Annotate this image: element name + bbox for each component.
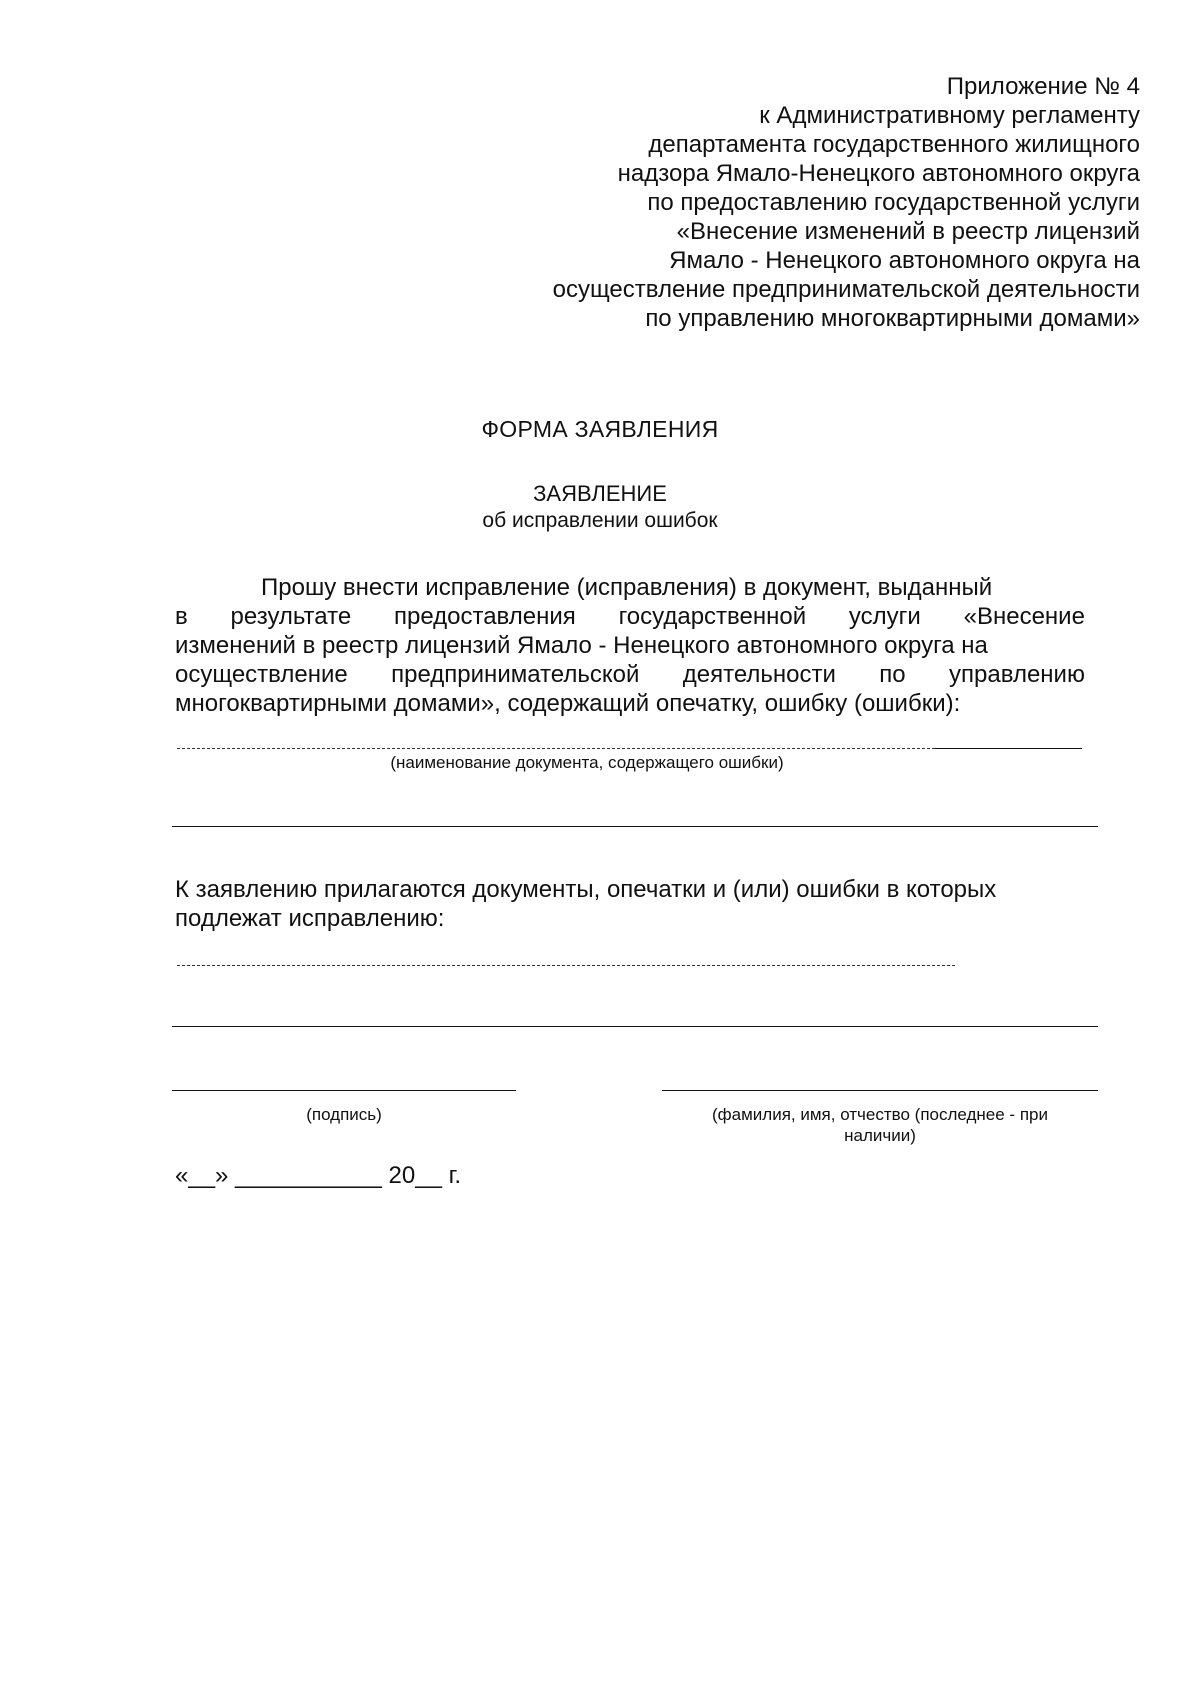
request-line: Прошу внести исправление (исправления) в документ, выданный [261, 574, 993, 601]
annex-line: по управлению многоквартирными домами» [645, 305, 1140, 332]
document-name-fill-line[interactable] [177, 748, 935, 749]
date-field[interactable]: «__» ___________ 20__ г. [175, 1162, 462, 1189]
fio-caption-line: наличии) [844, 1126, 916, 1145]
request-word: предпринимательской [391, 661, 640, 688]
request-word: результате [230, 603, 352, 630]
fio-caption [662, 1104, 1098, 1146]
annex-line: к Административному регламенту [759, 102, 1140, 129]
request-word: осуществление [175, 661, 348, 688]
request-line: изменений в реестр лицензий Ямало - Ненецкого автономного округа на [175, 632, 988, 659]
request-word: деятельности [682, 661, 836, 688]
annex-line: по предоставлению государственной услуги [647, 189, 1140, 216]
fio-line[interactable] [662, 1090, 1098, 1091]
signature-line[interactable] [172, 1090, 516, 1091]
form-heading: ФОРМА ЗАЯВЛЕНИЯ [481, 416, 719, 442]
request-line [175, 660, 1085, 689]
request-line: многоквартирными домами», содержащий опечатку, ошибку (ошибки): [175, 690, 961, 717]
attachments-line: подлежат исправлению: [175, 905, 445, 932]
errors-fill-line[interactable] [172, 826, 1098, 827]
annex-line: «Внесение изменений в реестр лицензий [676, 218, 1140, 245]
attachments-line: К заявлению прилагаются документы, опечатки и (или) ошибки в которых [175, 876, 997, 903]
document-name-fill-line-end[interactable] [935, 748, 1082, 749]
document-title: ЗАЯВЛЕНИЕ [533, 481, 667, 506]
request-word: по [879, 661, 906, 688]
annex-line: надзора Ямало-Ненецкого автономного округа [617, 160, 1140, 187]
signature-caption: (подпись) [306, 1105, 382, 1124]
attachments-fill-line-2[interactable] [172, 1026, 1098, 1027]
request-word: предоставления [393, 603, 576, 630]
request-word: в [175, 603, 188, 630]
annex-line: Приложение № 4 [946, 73, 1140, 100]
fio-caption-line: (фамилия, имя, отчество (последнее - при [712, 1105, 1048, 1124]
request-line [175, 602, 1085, 631]
request-word: государственной [618, 603, 807, 630]
annex-header [420, 72, 1140, 333]
attachments-paragraph [175, 875, 1085, 933]
attachments-fill-line[interactable] [177, 965, 955, 966]
request-word: услуги [848, 603, 921, 630]
annex-line: Ямало - Ненецкого автономного округа на [669, 247, 1140, 274]
request-word: «Внесение [963, 603, 1085, 630]
annex-line: департамента государственного жилищного [648, 131, 1140, 158]
document-subtitle: об исправлении ошибок [482, 509, 718, 532]
document-name-caption: (наименование документа, содержащего ошибки) [390, 753, 784, 772]
annex-line: осуществление предпринимательской деятельности [552, 276, 1140, 303]
request-word: управлению [949, 661, 1085, 688]
request-paragraph [175, 573, 1085, 718]
